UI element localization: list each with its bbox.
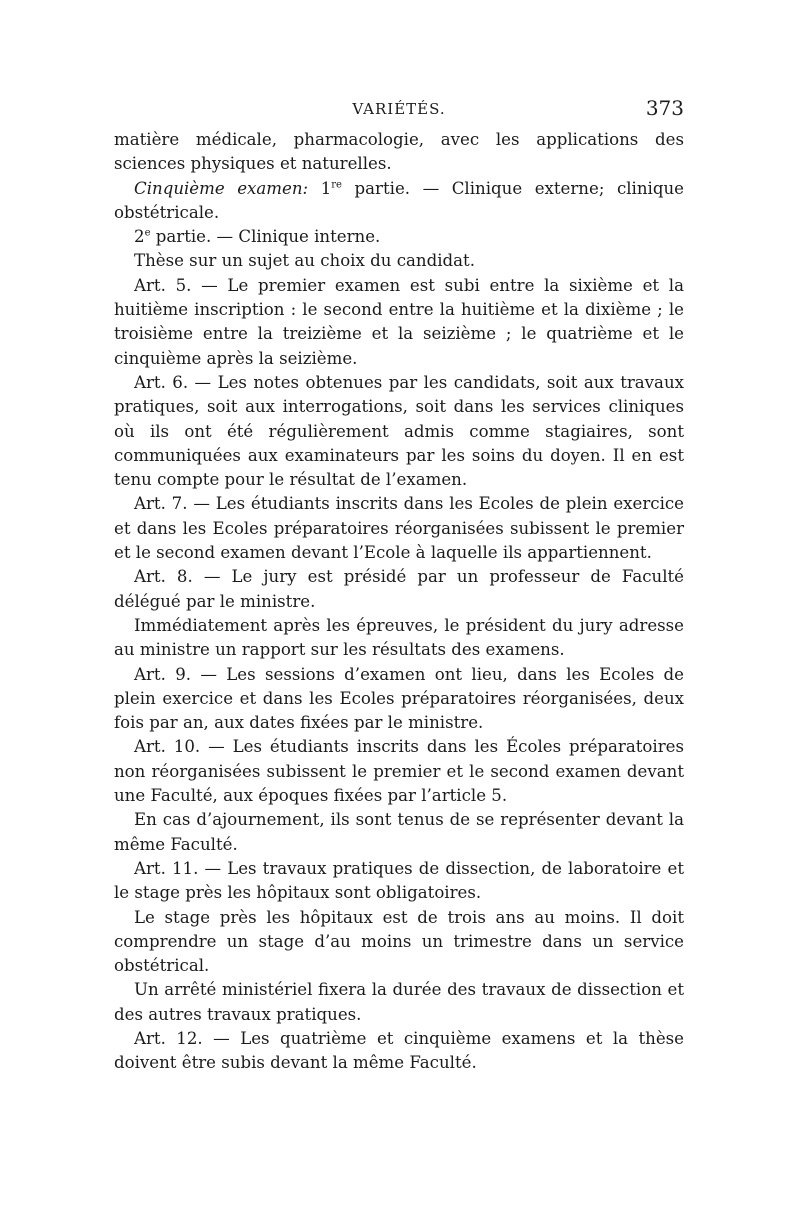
ordinal-number: 2 xyxy=(134,227,145,247)
paragraph-art-9: Art. 9. — Les sessions d’examen ont lieu, dans les Ecoles de plein exercice et dans les Ecoles préparatoires réorganisées, deux fois par an, aux dates fixées par le ministre. xyxy=(114,664,684,733)
paragraph-art-8-rapport: Immédiatement après les épreuves, le président du jury adresse au ministre un rapport sur les résultats des examens. xyxy=(114,615,684,660)
paragraph-text: partie. — Clinique externe; clinique obstétricale. xyxy=(114,178,684,222)
document-page xyxy=(114,96,684,1076)
ordinal-number: 1 xyxy=(320,178,332,198)
page-header xyxy=(114,96,684,124)
paragraph-art-11: Art. 11. — Les travaux pratiques de dissection, de laboratoire et le stage près les hôpitaux sont obligatoires. xyxy=(114,858,684,903)
ordinal-suffix: e xyxy=(144,227,151,239)
paragraph-art-11-stage: Le stage près les hôpitaux est de trois ans au moins. Il doit comprendre un stage d’au moins un trimestre dans un service obstétrical. xyxy=(114,907,684,976)
paragraph-art-10: Art. 10. — Les étudiants inscrits dans les Écoles préparatoires non réorganisées subissent le premier et le second examen devant une Faculté, aux époques fixées par l’article 5. xyxy=(114,737,684,806)
paragraph-art-11-arrete: Un arrêté ministériel fixera la durée des travaux de dissection et des autres travaux pratiques. xyxy=(114,980,684,1024)
paragraph-deuxieme-partie xyxy=(114,225,684,249)
paragraph-art-7: Art. 7. — Les étudiants inscrits dans les Ecoles de plein exercice et dans les Ecoles préparatoires réorganisées subissent le premier et le second examen devant l’Ecole à laquelle ils appartiennent. xyxy=(114,494,684,563)
paragraph-cinquieme-examen xyxy=(114,177,684,226)
paragraph-these: Thèse sur un sujet au choix du candidat. xyxy=(134,251,475,271)
ordinal-suffix: re xyxy=(331,179,342,191)
paragraph-continuation: matière médicale, pharmacologie, avec les applications des sciences physiques et naturelles. xyxy=(114,130,684,174)
paragraph-text: partie. — Clinique interne. xyxy=(150,227,381,247)
running-title: VARIÉTÉS. xyxy=(352,100,446,118)
body-text xyxy=(114,128,684,1076)
paragraph-art-6: Art. 6. — Les notes obtenues par les candidats, soit aux travaux pratiques, soit aux interrogations, soit dans les services cliniques où ils ont été régulièrement admis comme stagiaires, sont communiquées aux examinateurs par les soins du doyen. Il en est tenu compte pour le résultat de l’examen. xyxy=(114,372,684,490)
paragraph-art-5: Art. 5. — Le premier examen est subi entre la sixième et la huitième inscription : le second entre la huitième et la dixième ; le troisième entre la treizième et la seizième ; le quatrième et le cinquième après la seizième. xyxy=(114,275,684,368)
paragraph-art-8: Art. 8. — Le jury est présidé par un professeur de Faculté délégué par le ministre. xyxy=(114,567,684,611)
page-number: 373 xyxy=(645,96,684,120)
paragraph-art-10-ajournement: En cas d’ajournement, ils sont tenus de se représenter devant la même Faculté. xyxy=(114,810,684,854)
paragraph-art-12: Art. 12. — Les quatrième et cinquième examens et la thèse doivent être subis devant la même Faculté. xyxy=(114,1028,684,1073)
exam-label: Cinquième examen: xyxy=(134,178,309,198)
